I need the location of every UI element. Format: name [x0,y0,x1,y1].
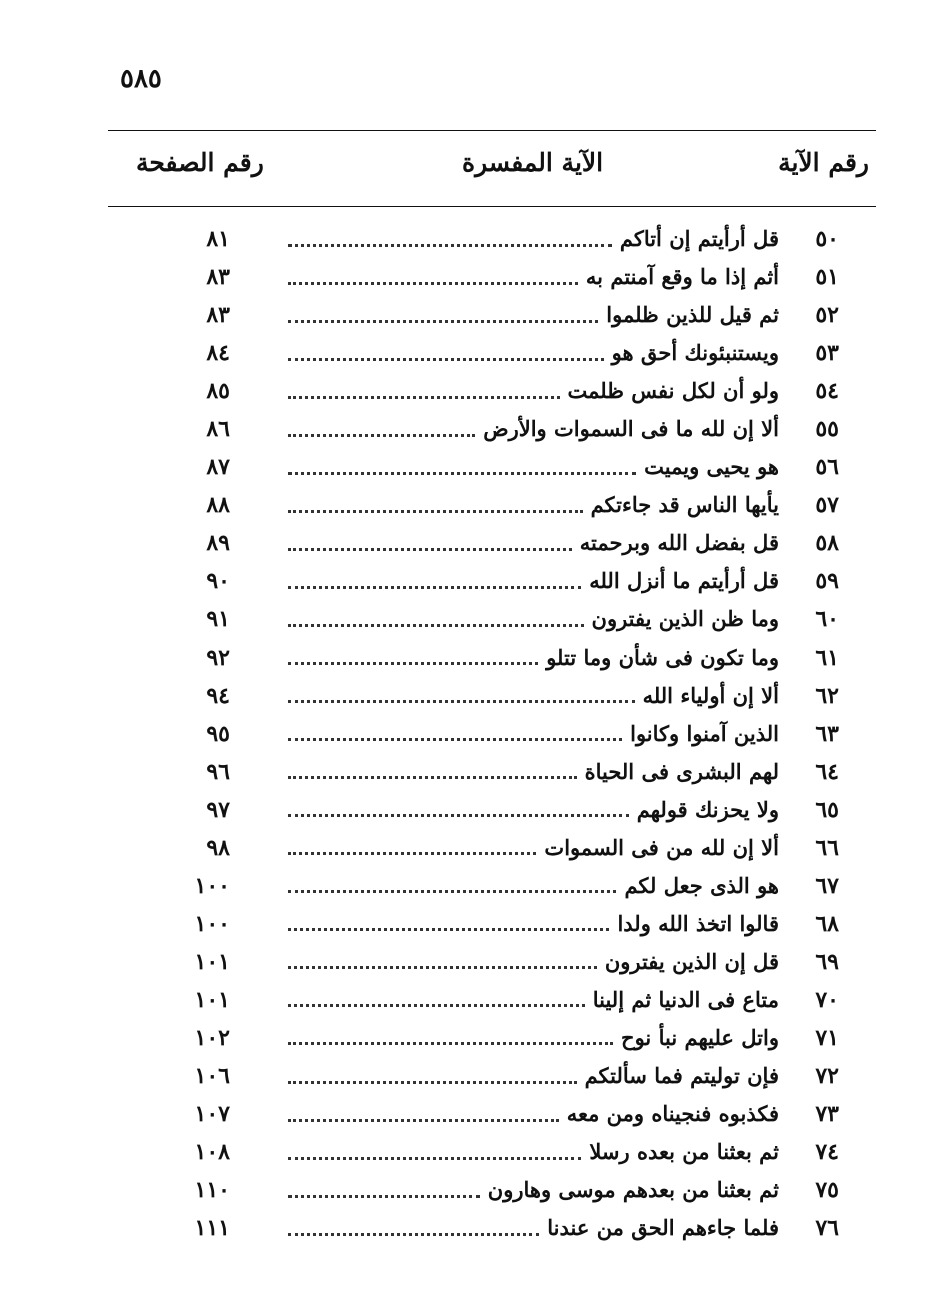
page-reference: ٩٤ [206,682,230,709]
verse-text: الذين آمنوا وكانوا [630,720,779,746]
dot-leader [288,1042,613,1045]
table-row [0,1133,927,1171]
verse-number: ٦٥ [815,796,839,823]
verse-number: ٧٣ [815,1101,839,1128]
verse-entry [288,1019,779,1057]
table-row [0,639,927,677]
page-reference: ٩٠ [206,568,230,595]
table-row [0,867,927,905]
dot-leader [288,358,604,361]
verse-entry [288,1057,779,1095]
verse-entry [288,372,779,410]
page-reference: ٨٣ [206,264,230,291]
page-reference: ١٠٨ [194,1139,230,1166]
verse-entry [288,410,779,448]
table-row [0,1057,927,1095]
verse-text: متاع فى الدنيا ثم إلينا [592,986,779,1012]
verse-entry [288,486,779,524]
table-row [0,410,927,448]
dot-leader [288,1195,480,1198]
dot-leader [288,1119,559,1122]
verse-text: ولا يحزنك قولهم [636,796,779,822]
dot-leader [288,1157,581,1160]
verse-text: ثم بعثنا من بعدهم موسى وهارون [487,1177,779,1203]
page-reference: ٨٣ [206,302,230,329]
verse-number: ٥٨ [815,530,839,557]
page-reference: ٩٨ [206,834,230,861]
verse-entry [288,639,779,677]
verse-entry [288,791,779,829]
verse-number: ٦٧ [815,872,839,899]
table-row [0,486,927,524]
dot-leader [288,320,598,323]
page-reference: ٨٦ [206,416,230,443]
verse-entry [288,715,779,753]
page-reference: ٨٤ [206,340,230,367]
verse-number: ٥٦ [815,454,839,481]
dot-leader [288,548,572,551]
table-row [0,829,927,867]
dot-leader [288,966,597,969]
table-row [0,524,927,562]
verse-text: ولو أن لكل نفس ظلمت [567,378,779,404]
table-row [0,448,927,486]
verse-text: ألا إن أولياء الله [642,682,779,708]
verse-text: فكذبوه فنجيناه ومن معه [566,1101,779,1127]
verse-number: ٧١ [815,1024,839,1051]
verse-text: أثم إذا ما وقع آمنتم به [585,264,779,290]
verse-entry [288,829,779,867]
page-reference: ٨١ [206,226,230,252]
dot-leader [288,814,629,817]
verse-text: قل أرأيتم إن أتاكم [619,226,779,251]
page-reference: ٨٧ [206,454,230,481]
verse-number: ٥٤ [815,378,839,405]
verse-entry [288,753,779,791]
verse-number: ٥٣ [815,340,839,367]
page-reference: ١٠٧ [194,1101,230,1128]
table-row [0,677,927,715]
verse-number: ٧٥ [815,1177,839,1204]
verse-number: ٦٢ [815,682,839,709]
page-reference: ٨٨ [206,492,230,519]
verse-text-column-header: الآية المفسرة [462,148,604,177]
dot-leader [288,852,536,855]
verse-text: قل إن الذين يفترون [604,948,779,974]
table-row [0,1171,927,1209]
verse-text: فلما جاءهم الحق من عندنا [547,1215,779,1241]
dot-leader [288,472,636,475]
table-row [0,1095,927,1133]
page-reference: ٨٩ [206,530,230,557]
dot-leader [288,1233,539,1236]
verse-entry [288,448,779,486]
page-reference: ١٠١ [194,948,230,975]
page-number: ٥٨٥ [120,64,162,94]
verse-number: ٦٣ [815,720,839,747]
dot-leader [288,738,622,741]
dot-leader [288,928,609,931]
dot-leader [288,510,583,513]
verse-entry [288,296,779,334]
header-bottom-rule [108,206,876,207]
verse-entry [288,562,779,600]
verse-text: قل أرأيتم ما أنزل الله [589,568,779,594]
header-top-rule [108,130,876,131]
table-row [0,220,927,258]
verse-text: فإن توليتم فما سألتكم [584,1063,779,1089]
verse-text: ويستنبئونك أحق هو [611,340,779,366]
table-row [0,372,927,410]
table-row [0,1019,927,1057]
page-reference: ٩١ [206,606,230,633]
verse-entry [288,905,779,943]
verse-entry [288,1095,779,1133]
page-reference: ١٠٦ [194,1063,230,1090]
verse-text: وما ظن الذين يفترون [591,606,779,632]
table-row [0,1209,927,1247]
verse-number: ٦٨ [815,910,839,937]
verse-entry [288,334,779,372]
verse-entry [288,258,779,296]
page-number-column-header: رقم الصفحة [136,148,264,177]
dot-leader [288,624,584,627]
verse-entry [288,981,779,1019]
index-table [0,220,927,1247]
table-row [0,905,927,943]
table-row [0,753,927,791]
page-reference: ١٠٠ [194,872,230,899]
verse-entry [288,600,779,638]
verse-number: ٥٢ [815,302,839,329]
table-row [0,943,927,981]
verse-text: لهم البشرى فى الحياة [584,758,779,784]
verse-number: ٦٦ [815,834,839,861]
verse-text: ثم قيل للذين ظلموا [606,302,779,328]
dot-leader [288,396,560,399]
verse-text: يأيها الناس قد جاءتكم [590,492,779,518]
page-reference: ٩٥ [206,720,230,747]
verse-entry [288,677,779,715]
page-reference: ١٠٢ [194,1024,230,1051]
verse-text: ألا إن لله من فى السموات [544,834,779,860]
page-reference: ١٠٠ [194,910,230,937]
verse-number: ٦٠ [815,606,839,633]
verse-entry [288,943,779,981]
verse-number: ٧٠ [815,986,839,1013]
table-row [0,791,927,829]
verse-text: ألا إن لله ما فى السموات والأرض [483,416,779,442]
verse-number: ٦٩ [815,948,839,975]
page-reference: ٩٧ [206,796,230,823]
verse-number: ٥٥ [815,416,839,443]
verse-entry [288,220,779,258]
verse-entry [288,524,779,562]
verse-entry [288,1209,779,1247]
verse-entry [288,867,779,905]
page-reference: ١١٠ [194,1177,230,1204]
table-row [0,981,927,1019]
verse-number: ٧٤ [815,1139,839,1166]
verse-number: ٥١ [815,264,839,291]
dot-leader [288,434,475,437]
dot-leader [288,700,635,703]
table-row [0,296,927,334]
verse-number: ٦٤ [815,758,839,785]
verse-entry [288,1171,779,1209]
dot-leader [288,776,577,779]
table-row [0,600,927,638]
verse-entry [288,1133,779,1171]
verse-number: ٦١ [815,644,839,671]
verse-number: ٥٩ [815,568,839,595]
dot-leader [288,1081,577,1084]
verse-number: ٥٧ [815,492,839,519]
verse-text: ثم بعثنا من بعده رسلا [589,1139,779,1165]
verse-number-column-header: رقم الآية [778,148,869,177]
table-row [0,334,927,372]
dot-leader [288,662,538,665]
dot-leader [288,1004,585,1007]
verse-text: قالوا اتخذ الله ولدا [617,910,779,936]
verse-text: قل بفضل الله وبرحمته [579,530,779,556]
verse-number: ٧٢ [815,1063,839,1090]
table-row [0,715,927,753]
dot-leader [288,586,581,589]
verse-text: وما تكون فى شأن وما تتلو [546,644,779,670]
page-reference: ١١١ [194,1215,230,1242]
page-reference: ٩٦ [206,758,230,785]
table-row [0,562,927,600]
table-row [0,258,927,296]
verse-text: واتل عليهم نبأ نوح [621,1024,779,1050]
page-reference: ١٠١ [194,986,230,1013]
page-reference: ٨٥ [206,378,230,405]
verse-text: هو الذى جعل لكم [624,872,779,898]
dot-leader [288,890,616,893]
verse-number: ٧٦ [815,1215,839,1242]
page-reference: ٩٢ [206,644,230,671]
verse-number: ٥٠ [815,226,839,252]
dot-leader [288,282,578,285]
verse-text: هو يحيى ويميت [644,454,779,480]
dot-leader [288,244,612,247]
